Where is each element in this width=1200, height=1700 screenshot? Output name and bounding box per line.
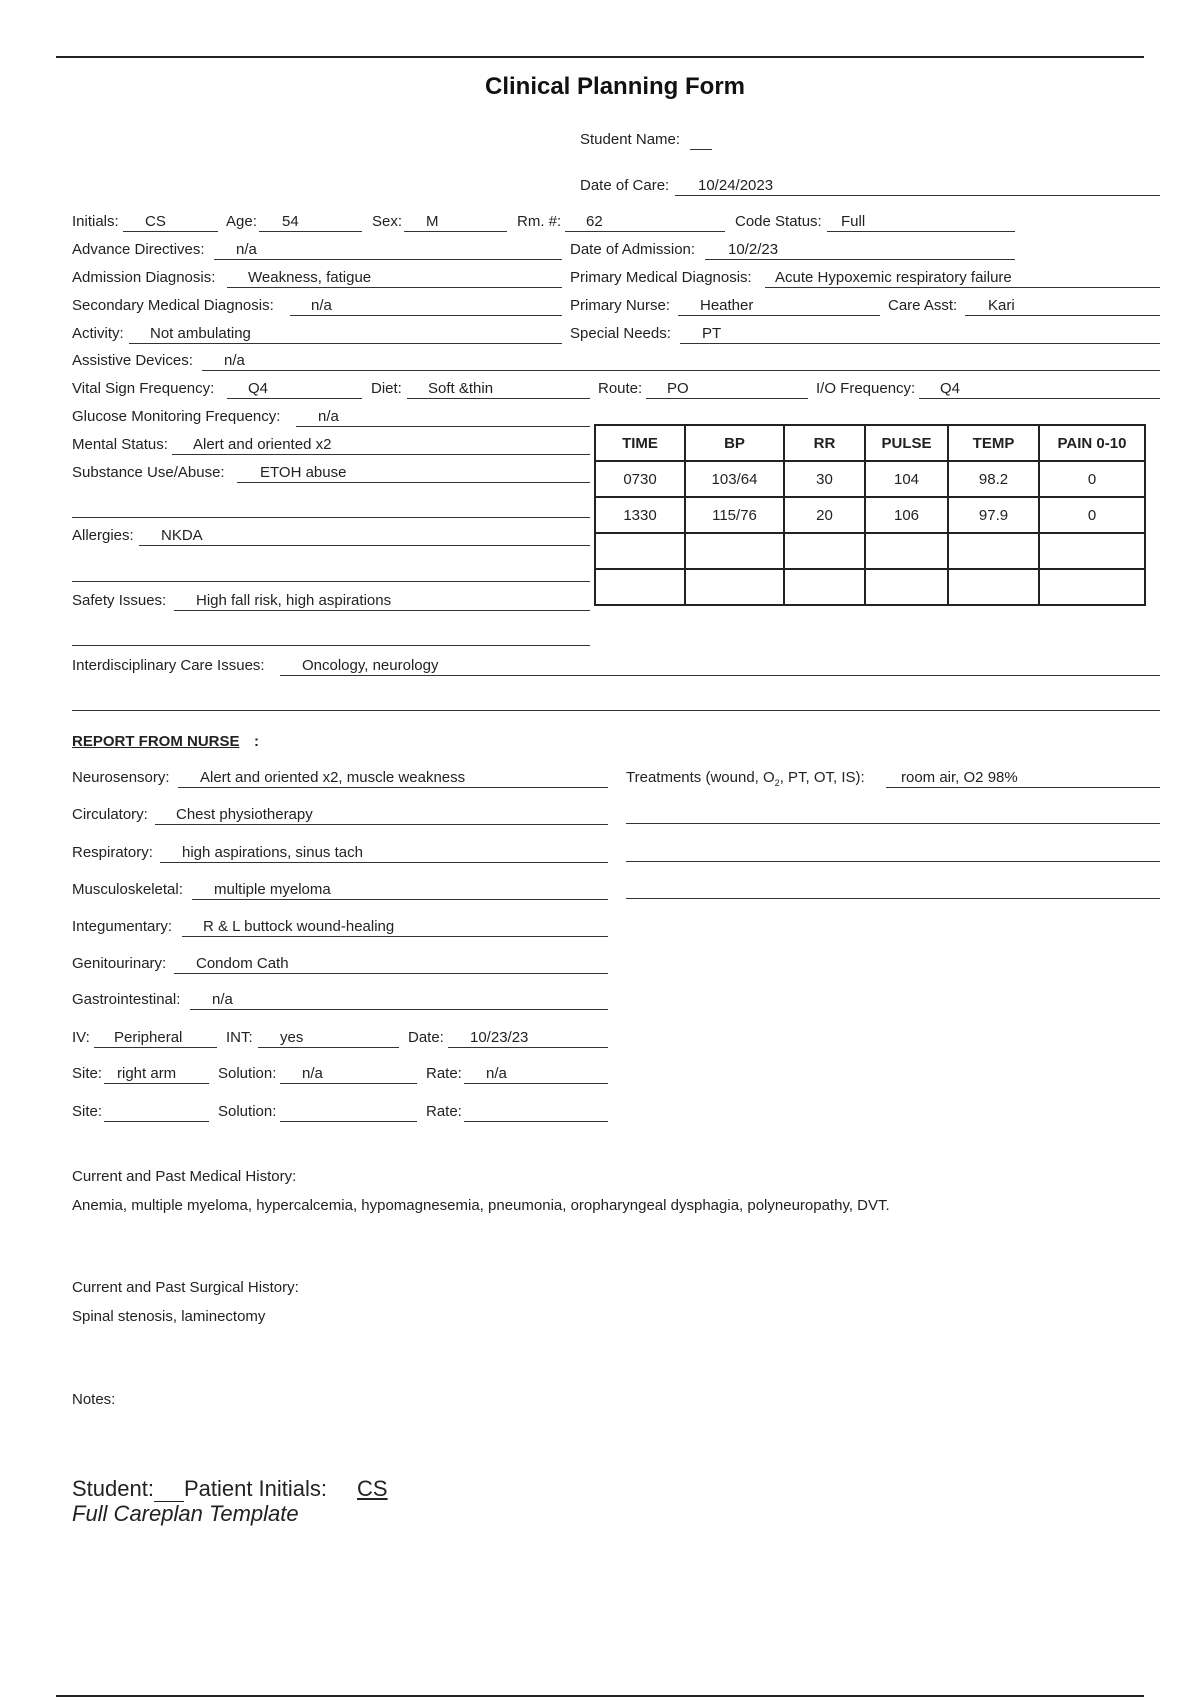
table-cell[interactable]: 115/76 bbox=[685, 497, 784, 533]
top-rule bbox=[56, 56, 1144, 58]
code-status-field[interactable] bbox=[735, 212, 1015, 232]
care-asst-label: Care Asst: bbox=[888, 297, 958, 314]
diet-value: Soft &thin bbox=[428, 380, 494, 397]
iv-date-value: 10/23/23 bbox=[470, 1029, 529, 1046]
gastrointestinal-value: n/a bbox=[212, 991, 233, 1008]
allergies-value: NKDA bbox=[161, 527, 203, 544]
initials-field[interactable] bbox=[72, 212, 218, 232]
date-of-admission-label: Date of Admission: bbox=[570, 241, 696, 258]
date-of-care-value: 10/24/2023 bbox=[698, 177, 774, 194]
column-header-rr: RR bbox=[784, 425, 865, 461]
special-needs-value: PT bbox=[702, 325, 722, 342]
sex-value: M bbox=[426, 213, 439, 230]
int-value: yes bbox=[280, 1029, 304, 1046]
route-field[interactable] bbox=[598, 379, 808, 399]
interdisciplinary-care-label: Interdisciplinary Care Issues: bbox=[72, 657, 265, 674]
sex-label: Sex: bbox=[372, 213, 403, 230]
table-cell[interactable] bbox=[685, 569, 784, 605]
mental-status-field[interactable] bbox=[72, 435, 590, 455]
genitourinary-label: Genitourinary: bbox=[72, 955, 167, 972]
musculoskeletal-field[interactable] bbox=[72, 880, 608, 900]
glucose-monitoring-value: n/a bbox=[318, 408, 339, 425]
advance-directives-field[interactable] bbox=[72, 240, 562, 260]
genitourinary-field[interactable] bbox=[72, 954, 608, 974]
route-value: PO bbox=[667, 380, 689, 397]
treatments-label: Treatments (wound, $O_2$, PT, OT, IS): bbox=[626, 769, 865, 788]
advance-directives-label: Advance Directives: bbox=[72, 241, 205, 258]
footer-template-name: Full Careplan Template bbox=[72, 1501, 299, 1526]
primary-nurse-label: Primary Nurse: bbox=[570, 297, 671, 314]
rate-field[interactable] bbox=[426, 1102, 608, 1122]
date-of-admission-value: 10/2/23 bbox=[728, 241, 779, 258]
rate-label: Rate: bbox=[426, 1103, 462, 1120]
primary-medical-diagnosis-label: Primary Medical Diagnosis: bbox=[570, 269, 752, 286]
surgical-history-label: Current and Past Surgical History: bbox=[72, 1279, 299, 1296]
table-row bbox=[595, 533, 1145, 569]
site-value: right arm bbox=[117, 1065, 177, 1082]
circulatory-value: Chest physiotherapy bbox=[176, 806, 313, 823]
table-cell[interactable]: 0 bbox=[1039, 497, 1145, 533]
admission-diagnosis-label: Admission Diagnosis: bbox=[72, 269, 216, 286]
assistive-devices-label: Assistive Devices: bbox=[72, 352, 193, 369]
bottom-rule bbox=[56, 1695, 1144, 1697]
date-of-admission-field[interactable] bbox=[570, 240, 1015, 260]
glucose-monitoring-label: Glucose Monitoring Frequency: bbox=[72, 408, 281, 425]
table-cell[interactable]: 20 bbox=[784, 497, 865, 533]
gastrointestinal-field[interactable] bbox=[72, 990, 608, 1010]
site-field[interactable] bbox=[72, 1064, 209, 1084]
column-header-bp: BP bbox=[685, 425, 784, 461]
column-header-temp: TEMP bbox=[948, 425, 1039, 461]
advance-directives-value: n/a bbox=[236, 241, 257, 258]
int-label: INT: bbox=[226, 1029, 253, 1046]
primary-nurse-field[interactable] bbox=[570, 296, 880, 316]
rate-field[interactable] bbox=[426, 1064, 608, 1084]
iv-date-label: Date: bbox=[408, 1029, 444, 1046]
blank-line bbox=[626, 823, 1160, 824]
table-cell[interactable] bbox=[1039, 533, 1145, 569]
sex-field[interactable] bbox=[372, 212, 507, 232]
table-cell[interactable]: 30 bbox=[784, 461, 865, 497]
table-row bbox=[595, 569, 1145, 605]
io-frequency-field[interactable] bbox=[816, 379, 1160, 399]
table-cell[interactable]: 0 bbox=[1039, 461, 1145, 497]
mental-status-value: Alert and oriented x2 bbox=[193, 436, 332, 453]
interdisciplinary-care-value: Oncology, neurology bbox=[302, 657, 439, 674]
musculoskeletal-value: multiple myeloma bbox=[214, 881, 331, 898]
initials-value: CS bbox=[145, 213, 166, 230]
iv-date-field[interactable] bbox=[408, 1028, 608, 1048]
table-row bbox=[595, 461, 1145, 497]
solution-field[interactable] bbox=[218, 1102, 417, 1122]
table-cell[interactable]: 98.2 bbox=[948, 461, 1039, 497]
secondary-medical-diagnosis-field[interactable] bbox=[72, 296, 562, 316]
solution-label: Solution: bbox=[218, 1065, 277, 1082]
circulatory-label: Circulatory: bbox=[72, 806, 148, 823]
table-cell[interactable] bbox=[948, 569, 1039, 605]
site-label: Site: bbox=[72, 1103, 103, 1120]
diet-label: Diet: bbox=[371, 380, 402, 397]
code-status-label: Code Status: bbox=[735, 213, 822, 230]
table-cell[interactable] bbox=[685, 533, 784, 569]
glucose-monitoring-field[interactable] bbox=[72, 407, 590, 427]
blank-line bbox=[72, 517, 590, 518]
table-cell[interactable] bbox=[595, 569, 685, 605]
student-name-label: Student Name: bbox=[580, 131, 681, 148]
form-title: Clinical Planning Form bbox=[484, 73, 746, 100]
circulatory-field[interactable] bbox=[72, 805, 608, 825]
activity-label: Activity: bbox=[72, 325, 124, 342]
table-cell[interactable] bbox=[1039, 569, 1145, 605]
date-of-care-label: Date of Care: bbox=[580, 177, 670, 194]
table-cell[interactable]: 97.9 bbox=[948, 497, 1039, 533]
activity-value: Not ambulating bbox=[150, 325, 251, 342]
special-needs-field[interactable] bbox=[570, 324, 1160, 344]
table-cell[interactable] bbox=[784, 569, 865, 605]
table-cell[interactable] bbox=[595, 533, 685, 569]
footer-patient-initials-value: CS bbox=[357, 1476, 388, 1501]
column-header-pulse: PULSE bbox=[865, 425, 948, 461]
special-needs-label: Special Needs: bbox=[570, 325, 671, 342]
safety-issues-field[interactable] bbox=[72, 591, 590, 611]
treatments-value: room air, O2 98% bbox=[901, 769, 1018, 786]
date-of-care-field[interactable] bbox=[580, 176, 1160, 196]
substance-use-value: ETOH abuse bbox=[260, 464, 347, 481]
footer-student-line bbox=[72, 1476, 388, 1502]
safety-issues-value: High fall risk, high aspirations bbox=[196, 592, 392, 609]
admission-diagnosis-field[interactable] bbox=[72, 268, 562, 288]
int-field[interactable] bbox=[226, 1028, 399, 1048]
room-number-value: 62 bbox=[586, 213, 603, 230]
footer-student-blank bbox=[154, 1481, 184, 1502]
notes-label: Notes: bbox=[72, 1391, 116, 1408]
mental-status-label: Mental Status: bbox=[72, 436, 168, 453]
safety-issues-label: Safety Issues: bbox=[72, 592, 167, 609]
rate-value: n/a bbox=[486, 1065, 507, 1082]
table-cell[interactable]: 103/64 bbox=[685, 461, 784, 497]
table-cell[interactable]: 0730 bbox=[595, 461, 685, 497]
blank-line bbox=[72, 581, 590, 582]
table-header-row bbox=[595, 425, 1145, 461]
blank-line bbox=[626, 898, 1160, 899]
respiratory-label: Respiratory: bbox=[72, 844, 153, 861]
neurosensory-field[interactable] bbox=[72, 768, 608, 788]
integumentary-value: R & L buttock wound-healing bbox=[203, 918, 395, 935]
site-field[interactable] bbox=[72, 1102, 209, 1122]
route-label: Route: bbox=[598, 380, 643, 397]
vital-sign-frequency-field[interactable] bbox=[72, 379, 362, 399]
table-cell[interactable]: 106 bbox=[865, 497, 948, 533]
initials-label: Initials: bbox=[72, 213, 119, 230]
substance-use-field[interactable] bbox=[72, 463, 590, 483]
solution-label: Solution: bbox=[218, 1103, 277, 1120]
interdisciplinary-care-field[interactable] bbox=[72, 656, 1160, 676]
column-header-time: TIME bbox=[595, 425, 685, 461]
activity-field[interactable] bbox=[72, 324, 562, 344]
student-name-field[interactable] bbox=[580, 130, 712, 150]
gastrointestinal-label: Gastrointestinal: bbox=[72, 991, 181, 1008]
column-header-pain: PAIN 0-10 bbox=[1039, 425, 1145, 461]
primary-nurse-value: Heather bbox=[700, 297, 754, 314]
integumentary-label: Integumentary: bbox=[72, 918, 173, 935]
surgical-history-value: Spinal stenosis, laminectomy bbox=[72, 1308, 266, 1325]
blank-line bbox=[72, 645, 590, 646]
vital-sign-frequency-label: Vital Sign Frequency: bbox=[72, 380, 215, 397]
blank-line bbox=[626, 861, 1160, 862]
respiratory-value: high aspirations, sinus tach bbox=[182, 844, 363, 861]
iv-label: IV: bbox=[72, 1029, 90, 1046]
medical-history-value: Anemia, multiple myeloma, hypercalcemia, hypomagnesemia, pneumonia, oropharyngeal dysphagia, polyneuropathy, DVT. bbox=[72, 1197, 890, 1214]
report-heading-colon: : bbox=[254, 733, 259, 750]
table-row bbox=[595, 497, 1145, 533]
io-frequency-label: I/O Frequency: bbox=[816, 380, 916, 397]
secondary-medical-diagnosis-value: n/a bbox=[311, 297, 332, 314]
allergies-field[interactable] bbox=[72, 526, 590, 546]
table-cell[interactable] bbox=[865, 569, 948, 605]
neurosensory-value: Alert and oriented x2, muscle weakness bbox=[200, 769, 466, 786]
medical-history-label: Current and Past Medical History: bbox=[72, 1168, 297, 1185]
code-status-value: Full bbox=[841, 213, 866, 230]
primary-medical-diagnosis-value: Acute Hypoxemic respiratory failure bbox=[775, 269, 1012, 286]
respiratory-field[interactable] bbox=[72, 843, 608, 863]
table-cell[interactable] bbox=[784, 533, 865, 569]
musculoskeletal-label: Musculoskeletal: bbox=[72, 881, 183, 898]
diet-field[interactable] bbox=[371, 379, 590, 399]
report-heading: REPORT FROM NURSE bbox=[72, 733, 240, 750]
solution-value: n/a bbox=[302, 1065, 323, 1082]
room-number-label: Rm. #: bbox=[517, 213, 562, 230]
site-label: Site: bbox=[72, 1065, 103, 1082]
treatments-field[interactable] bbox=[626, 768, 1160, 788]
vital-sign-frequency-value: Q4 bbox=[248, 380, 269, 397]
iv-field[interactable] bbox=[72, 1028, 217, 1048]
secondary-medical-diagnosis-label: Secondary Medical Diagnosis: bbox=[72, 297, 274, 314]
care-asst-field[interactable] bbox=[888, 296, 1160, 316]
allergies-label: Allergies: bbox=[72, 527, 134, 544]
blank-line bbox=[72, 710, 1160, 711]
genitourinary-value: Condom Cath bbox=[196, 955, 289, 972]
substance-use-label: Substance Use/Abuse: bbox=[72, 464, 225, 481]
admission-diagnosis-value: Weakness, fatigue bbox=[248, 269, 372, 286]
assistive-devices-value: n/a bbox=[224, 352, 245, 369]
neurosensory-label: Neurosensory: bbox=[72, 769, 170, 786]
age-value: 54 bbox=[282, 213, 299, 230]
room-number-field[interactable] bbox=[517, 212, 725, 232]
primary-medical-diagnosis-field[interactable] bbox=[570, 268, 1160, 288]
age-field[interactable] bbox=[226, 212, 362, 232]
solution-field[interactable] bbox=[218, 1064, 417, 1084]
footer-patient-initials-label: Patient Initials: bbox=[183, 1476, 328, 1501]
footer-student-label: Student: bbox=[72, 1476, 154, 1501]
assistive-devices-field[interactable] bbox=[72, 351, 1160, 371]
care-asst-value: Kari bbox=[988, 297, 1015, 314]
age-label: Age: bbox=[226, 213, 257, 230]
integumentary-field[interactable] bbox=[72, 917, 608, 937]
table-cell[interactable]: 104 bbox=[865, 461, 948, 497]
iv-value: Peripheral bbox=[114, 1029, 183, 1046]
table-cell[interactable]: 1330 bbox=[595, 497, 685, 533]
vital-signs-table bbox=[594, 424, 1146, 606]
table-cell[interactable] bbox=[948, 533, 1039, 569]
io-frequency-value: Q4 bbox=[940, 380, 961, 397]
rate-label: Rate: bbox=[426, 1065, 462, 1082]
table-cell[interactable] bbox=[865, 533, 948, 569]
